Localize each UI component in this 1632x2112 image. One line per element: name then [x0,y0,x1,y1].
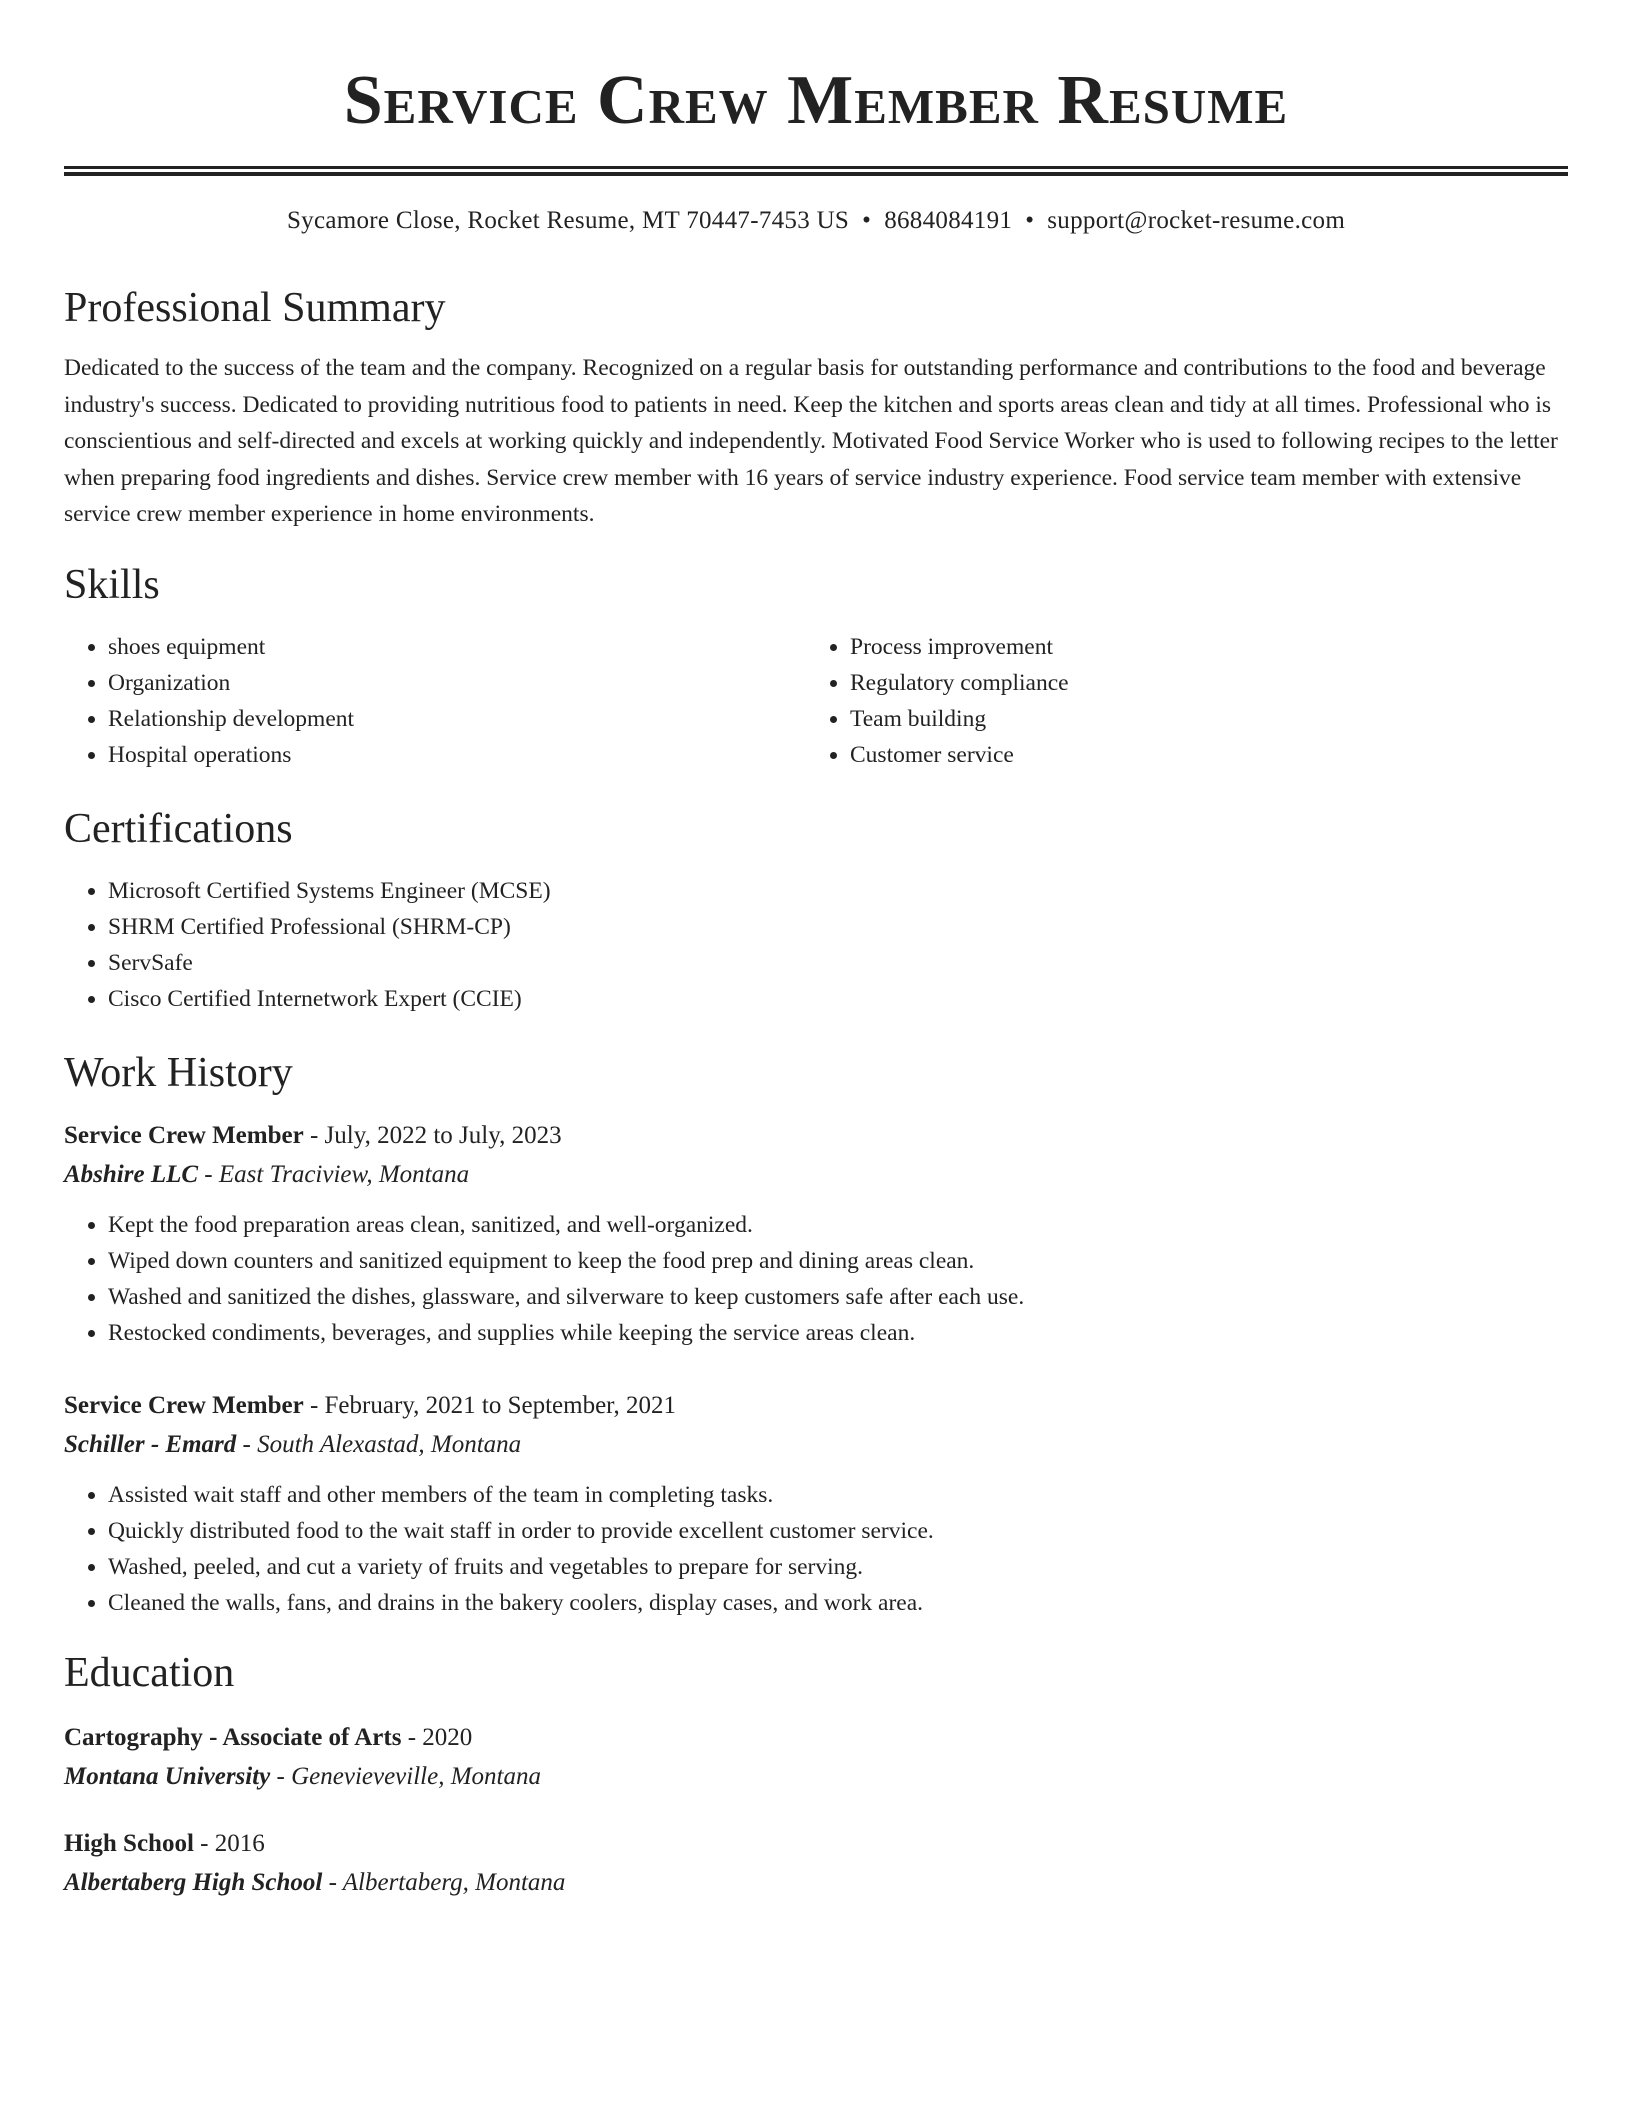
education-degree: High School [64,1829,194,1857]
skills-grid [64,629,1568,773]
skill-item: • Relationship development [108,701,806,737]
job-entry [64,1387,1568,1621]
summary-text: Dedicated to the success of the team and the company. Recognized on a regular basis for outstanding performance and contributions to the food and beverage industry's success. Dedicated to providing nutritious food to patients in need. Keep the kitchen and sports areas clean and tidy at all times. Professional who is conscientious and self-directed and excels at working quickly and independently. Motivated Food Service Worker who is used to following recipes to the letter when preparing food ingredients and dishes. Service crew member with 16 years of service industry experience. Food service team member with extensive service crew member experience in home environments. [64,355,1558,527]
skills-list-left [64,629,806,773]
skills-column-right [806,629,1548,773]
job-duties-list [64,1477,1568,1621]
work-history-heading: Work History [64,1049,293,1096]
job-title: Service Crew Member [64,1391,304,1419]
skill-item: • Customer service [850,737,1548,773]
skills-heading: Skills [64,561,160,608]
job-location: East Traciview, Montana [218,1160,470,1188]
summary-heading: Professional Summary [64,285,446,331]
education-year: 2020 [422,1723,473,1751]
job-employer-line: Abshire LLC - East Traciview, Montana [64,1160,470,1188]
skill-item: • Regulatory compliance [850,665,1548,701]
certification-item: • Microsoft Certified Systems Engineer (MCSE) [108,873,1568,909]
job-dates: February, 2021 to September, 2021 [324,1391,677,1419]
certifications-list [64,873,1568,1017]
education-location: Genevieveville, Montana [291,1762,541,1790]
education-entry [64,1719,1568,1797]
skill-item: • Organization [108,665,806,701]
job-entry [64,1117,1568,1351]
job-employer: Schiller - Emard [64,1430,237,1458]
resume-title: Service Crew Member Resume [343,62,1289,139]
education-degree: Cartography - Associate of Arts [64,1723,402,1751]
job-title-line: Service Crew Member - July, 2022 to July, 2023 [64,1121,562,1149]
contact-address: Sycamore Close, Rocket Resume, MT 70447-7453 US [286,207,850,234]
education-degree-line: High School - 2016 [64,1829,265,1857]
job-duty-item: • Assisted wait staff and other members of the team in completing tasks. [108,1477,1568,1513]
job-duty-item: • Washed, peeled, and cut a variety of fruits and vegetables to prepare for serving. [108,1549,1568,1585]
education-heading: Education [64,1649,235,1696]
education-school: Montana University [64,1762,271,1790]
skill-item: • Hospital operations [108,737,806,773]
skill-item: • shoes equipment [108,629,806,665]
education-degree-line: Cartography - Associate of Arts - 2020 [64,1723,473,1751]
education-entry [64,1825,1568,1903]
contact-separator: • [862,207,872,234]
contact-line [64,204,1568,238]
contact-separator: • [1025,207,1035,234]
job-location: South Alexastad, Montana [257,1430,522,1458]
job-duty-item: • Cleaned the walls, fans, and drains in the bakery coolers, display cases, and work area. [108,1585,1568,1621]
education-school-line: Albertaberg High School - Albertaberg, Montana [64,1868,566,1896]
job-employer: Abshire LLC [64,1160,199,1188]
education-school: Albertaberg High School [64,1868,323,1896]
job-duty-item: • Restocked condiments, beverages, and supplies while keeping the service areas clean. [108,1315,1568,1351]
education-year: 2016 [214,1829,265,1857]
job-duties-list [64,1207,1568,1351]
job-duty-item: • Kept the food preparation areas clean, sanitized, and well-organized. [108,1207,1568,1243]
job-duty-item: • Wiped down counters and sanitized equipment to keep the food prep and dining areas clean. [108,1243,1568,1279]
education-location: Albertaberg, Montana [342,1868,566,1896]
contact-phone: 8684084191 [884,207,1013,234]
education-school-line: Montana University - Genevieveville, Montana [64,1762,541,1790]
title-divider [64,166,1568,176]
certification-item: • ServSafe [108,945,1568,981]
job-title: Service Crew Member [64,1121,304,1149]
skill-item: • Team building [850,701,1548,737]
job-duty-item: • Washed and sanitized the dishes, glassware, and silverware to keep customers safe after each use. [108,1279,1568,1315]
skill-item: • Process improvement [850,629,1548,665]
job-title-line: Service Crew Member - February, 2021 to September, 2021 [64,1391,677,1419]
contact-email: support@rocket-resume.com [1047,207,1346,234]
job-duty-item: • Quickly distributed food to the wait staff in order to provide excellent customer service. [108,1513,1568,1549]
job-dates: July, 2022 to July, 2023 [324,1121,562,1149]
skills-column-left [64,629,806,773]
certifications-heading: Certifications [64,805,293,852]
job-employer-line: Schiller - Emard - South Alexastad, Montana [64,1430,522,1458]
certification-item: • SHRM Certified Professional (SHRM-CP) [108,909,1568,945]
skills-list-right [806,629,1548,773]
certification-item: • Cisco Certified Internetwork Expert (CCIE) [108,981,1568,1017]
